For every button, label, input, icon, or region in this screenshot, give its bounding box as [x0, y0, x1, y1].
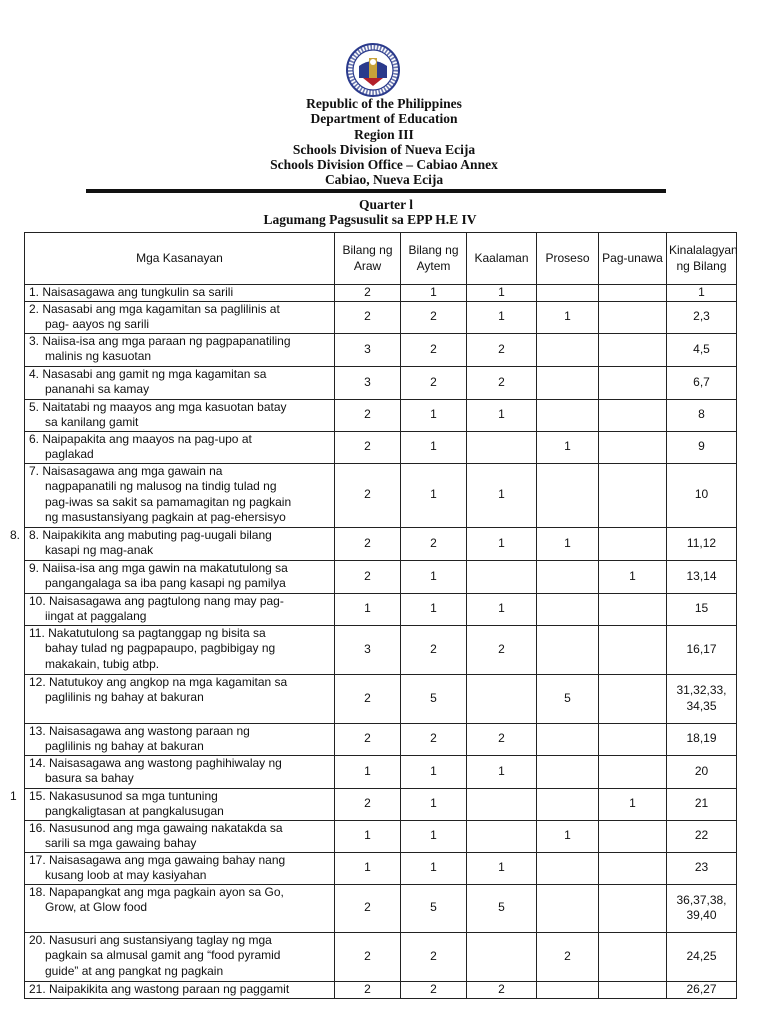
skill-text: 3. Naiisa-isa ang mga paraan ng pagpapanatiling: [29, 333, 291, 348]
proseso-cell: [537, 463, 599, 527]
pagunawa-cell: [599, 399, 667, 431]
skill-text: basura sa bahay: [45, 771, 134, 785]
table-row: [25, 932, 737, 981]
bilang-cell: 10: [667, 463, 737, 527]
kaalaman-cell: 1: [467, 399, 537, 431]
skill-text: 11. Nakatutulong sa pagtanggap ng bisita sa: [29, 625, 266, 640]
bilang-cell: 21: [667, 788, 737, 820]
araw-cell: 2: [335, 884, 401, 932]
table-row: [25, 674, 737, 723]
araw-cell: 2: [335, 932, 401, 981]
skill-text: bahay tulad ng pagpapaupo, pagbibigay ng: [45, 641, 276, 655]
table-row: [25, 463, 737, 527]
aytem-cell: 1: [401, 285, 467, 302]
aytem-cell: 2: [401, 625, 467, 674]
pagunawa-cell: [599, 463, 667, 527]
proseso-cell: [537, 285, 599, 302]
araw-cell: 2: [335, 674, 401, 723]
skill-cell: [25, 625, 335, 674]
kaalaman-cell: 2: [467, 333, 537, 366]
proseso-cell: 1: [537, 820, 599, 852]
araw-cell: 2: [335, 285, 401, 302]
aytem-cell: 2: [401, 301, 467, 333]
skill-text: makakain, tubig atbp.: [45, 656, 160, 671]
skill-text: nagpapanatili ng malusog na tindig tulad ng: [45, 479, 277, 493]
kaalaman-cell: 2: [467, 981, 537, 998]
kaalaman-cell: 5: [467, 884, 537, 932]
header-republic: Republic of the Philippines: [306, 96, 462, 111]
araw-cell: 2: [335, 301, 401, 333]
kaalaman-cell: 1: [467, 852, 537, 884]
araw-cell: 1: [335, 593, 401, 625]
araw-cell: 1: [335, 820, 401, 852]
skill-cell: [25, 755, 335, 788]
araw-cell: 2: [335, 431, 401, 463]
pagunawa-cell: [599, 285, 667, 302]
kaalaman-cell: 2: [467, 625, 537, 674]
letterhead: [0, 96, 768, 188]
header-divider: [86, 189, 666, 193]
skill-cell: [25, 884, 335, 932]
skill-cell: [25, 285, 335, 302]
skill-text: pag-iwas sa sakit sa pamamagitan ng pagkain: [45, 494, 292, 509]
araw-cell: 2: [335, 981, 401, 998]
pagunawa-cell: [599, 981, 667, 998]
bilang-cell: 1: [667, 285, 737, 302]
table-header-row: [25, 233, 737, 285]
bilang-cell: 2,3: [667, 301, 737, 333]
proseso-cell: [537, 625, 599, 674]
araw-cell: 1: [335, 755, 401, 788]
skill-text: kusang loob at may kasiyahan: [45, 868, 207, 882]
skill-text: 1. Naisasagawa ang tungkulin sa sarili: [29, 285, 234, 299]
bilang-cell: 24,25: [667, 932, 737, 981]
aytem-cell: 2: [401, 366, 467, 399]
skill-text: malinis ng kasuotan: [45, 349, 152, 363]
araw-cell: 2: [335, 723, 401, 755]
skill-text: 8. Naipakikita ang mabuting pag-uugali bilang: [29, 527, 272, 542]
proseso-cell: [537, 981, 599, 998]
bilang-cell: 26,27: [667, 981, 737, 998]
skill-text: 15. Nakasusunod sa mga tuntuning: [29, 788, 218, 803]
aytem-cell: 1: [401, 755, 467, 788]
aytem-cell: 1: [401, 820, 467, 852]
skill-text: paglilinis ng bahay at bakuran: [45, 690, 204, 704]
col-header-kasanayan: Mga Kasanayan: [25, 233, 335, 285]
araw-cell: 2: [335, 788, 401, 820]
proseso-cell: [537, 755, 599, 788]
deped-seal-icon: [333, 42, 413, 98]
table-of-specifications: [24, 232, 737, 999]
skill-cell: [25, 527, 335, 560]
bilang-cell: 11,12: [667, 527, 737, 560]
table-body: [25, 285, 737, 999]
araw-cell: 2: [335, 527, 401, 560]
araw-cell: 3: [335, 333, 401, 366]
araw-cell: 3: [335, 366, 401, 399]
header-region: Region III: [354, 126, 414, 142]
table-row: [25, 527, 737, 560]
aytem-cell: 2: [401, 981, 467, 998]
skill-text: 7. Naisasagawa ang mga gawain na: [29, 463, 223, 478]
proseso-cell: 1: [537, 301, 599, 333]
araw-cell: 2: [335, 463, 401, 527]
aytem-cell: 5: [401, 884, 467, 932]
skill-text: 16. Nasusunod ang mga gawaing nakatakda sa: [29, 820, 283, 835]
bilang-cell: 13,14: [667, 560, 737, 593]
aytem-cell: 2: [401, 333, 467, 366]
proseso-cell: [537, 884, 599, 932]
aytem-cell: 1: [401, 788, 467, 820]
skill-text: 13. Naisasagawa ang wastong paraan ng: [29, 723, 250, 738]
skill-text: pagkain sa almusal gamit ang “food pyramid: [45, 948, 281, 962]
skill-text: paglilinis ng bahay at bakuran: [45, 739, 204, 753]
table-row: [25, 884, 737, 932]
skill-cell: [25, 333, 335, 366]
document-title: [0, 197, 768, 227]
kaalaman-cell: 1: [467, 285, 537, 302]
table-row: [25, 593, 737, 625]
col-header-proseso: Proseso: [537, 233, 599, 285]
aytem-cell: 2: [401, 527, 467, 560]
aytem-cell: 1: [401, 399, 467, 431]
bilang-cell: 23: [667, 852, 737, 884]
skill-text: Grow, at Glow food: [45, 900, 148, 914]
skill-cell: [25, 981, 335, 998]
bilang-cell: 16,17: [667, 625, 737, 674]
pagunawa-cell: [599, 301, 667, 333]
proseso-cell: 1: [537, 527, 599, 560]
proseso-cell: 1: [537, 431, 599, 463]
bilang-cell: 9: [667, 431, 737, 463]
pagunawa-cell: [599, 674, 667, 723]
table-row: [25, 625, 737, 674]
bilang-cell: 36,37,38, 39,40: [667, 884, 737, 932]
col-header-aytem: Bilang ng Aytem: [401, 233, 467, 285]
skill-text: pangangalaga sa iba pang kasapi ng pamilya: [45, 576, 286, 590]
pagunawa-cell: 1: [599, 560, 667, 593]
skill-text: 20. Nasusuri ang sustansiyang taglay ng mga: [29, 932, 272, 947]
skill-cell: [25, 932, 335, 981]
proseso-cell: [537, 560, 599, 593]
skill-text: iingat at paggalang: [45, 609, 147, 623]
kaalaman-cell: [467, 788, 537, 820]
header-location: Cabiao, Nueva Ecija: [324, 172, 444, 188]
proseso-cell: [537, 333, 599, 366]
proseso-cell: [537, 593, 599, 625]
pagunawa-cell: [599, 820, 667, 852]
skill-cell: [25, 820, 335, 852]
skill-text: guide” at ang pangkat ng pagkain: [45, 963, 224, 978]
table-row: [25, 366, 737, 399]
skill-cell: [25, 788, 335, 820]
table-row: [25, 333, 737, 366]
kaalaman-cell: 1: [467, 755, 537, 788]
header-division: Schools Division of Nueva Ecija: [292, 141, 476, 157]
skill-text: pananahi sa kamay: [45, 382, 150, 396]
skill-text: 14. Naisasagawa ang wastong paghihiwalay ng: [29, 755, 282, 770]
pagunawa-cell: [599, 593, 667, 625]
proseso-cell: 5: [537, 674, 599, 723]
skill-text: sa kanilang gamit: [45, 415, 139, 429]
pagunawa-cell: [599, 431, 667, 463]
skill-text: paglakad: [45, 447, 94, 461]
quarter-title: Quarter l: [358, 197, 414, 212]
skill-text: ng masustansiyang pagkain at pag-ehersisyo: [45, 510, 286, 524]
pagunawa-cell: [599, 755, 667, 788]
skill-cell: [25, 593, 335, 625]
skill-cell: [25, 852, 335, 884]
skill-text: kasapi ng mag-anak: [45, 543, 154, 557]
table-row: [25, 301, 737, 333]
table-row: [25, 981, 737, 998]
kaalaman-cell: [467, 431, 537, 463]
proseso-cell: [537, 852, 599, 884]
bilang-cell: 22: [667, 820, 737, 852]
col-header-pagunawa: Pag-unawa: [599, 233, 667, 285]
kaalaman-cell: [467, 932, 537, 981]
aytem-cell: 1: [401, 852, 467, 884]
proseso-cell: [537, 366, 599, 399]
skill-text: 2. Nasasabi ang mga kagamitan sa paglilinis at: [29, 301, 280, 316]
araw-cell: 2: [335, 399, 401, 431]
skill-cell: [25, 560, 335, 593]
aytem-cell: 5: [401, 674, 467, 723]
skill-text: 21. Naipakikita ang wastong paraan ng paggamit: [29, 981, 290, 996]
kaalaman-cell: 1: [467, 593, 537, 625]
table-row: [25, 788, 737, 820]
kaalaman-cell: 1: [467, 463, 537, 527]
margin-annotation: 8.: [10, 528, 21, 542]
skill-text: 12. Natutukoy ang angkop na mga kagamitan sa: [29, 674, 288, 689]
aytem-cell: 1: [401, 560, 467, 593]
bilang-cell: 15: [667, 593, 737, 625]
skill-cell: [25, 366, 335, 399]
skill-cell: [25, 301, 335, 333]
bilang-cell: 8: [667, 399, 737, 431]
exam-title: Lagumang Pagsusulit sa EPP H.E IV: [263, 212, 477, 227]
bilang-cell: 18,19: [667, 723, 737, 755]
skill-cell: [25, 723, 335, 755]
header-office: Schools Division Office – Cabiao Annex: [270, 157, 498, 173]
skill-cell: [25, 674, 335, 723]
table-row: [25, 852, 737, 884]
table-row: [25, 285, 737, 302]
pagunawa-cell: 1: [599, 788, 667, 820]
pagunawa-cell: [599, 884, 667, 932]
proseso-cell: 2: [537, 932, 599, 981]
kaalaman-cell: 2: [467, 366, 537, 399]
skill-cell: [25, 399, 335, 431]
aytem-cell: 1: [401, 593, 467, 625]
skill-text: 18. Napapangkat ang mga pagkain ayon sa Go,: [29, 884, 284, 899]
table-row: [25, 820, 737, 852]
table-row: [25, 399, 737, 431]
pagunawa-cell: [599, 625, 667, 674]
aytem-cell: 2: [401, 723, 467, 755]
pagunawa-cell: [599, 932, 667, 981]
kaalaman-cell: 1: [467, 527, 537, 560]
skill-text: pangkaligtasan at pangkalusugan: [45, 804, 224, 818]
skill-text: pag- aayos ng sarili: [45, 317, 150, 331]
aytem-cell: 2: [401, 932, 467, 981]
skill-text: 4. Nasasabi ang gamit ng mga kagamitan sa: [29, 366, 267, 381]
pagunawa-cell: [599, 333, 667, 366]
kaalaman-cell: 2: [467, 723, 537, 755]
kaalaman-cell: [467, 820, 537, 852]
bilang-cell: 4,5: [667, 333, 737, 366]
skill-cell: [25, 431, 335, 463]
aytem-cell: 1: [401, 431, 467, 463]
pagunawa-cell: [599, 852, 667, 884]
col-header-araw: Bilang ng Araw: [335, 233, 401, 285]
pagunawa-cell: [599, 723, 667, 755]
proseso-cell: [537, 788, 599, 820]
header-department: Department of Education: [310, 111, 458, 127]
skill-cell: [25, 463, 335, 527]
skill-text: 6. Naipapakita ang maayos na pag-upo at: [29, 431, 252, 446]
skill-text: 5. Naitatabi ng maayos ang mga kasuotan batay: [29, 399, 287, 414]
table-row: [25, 723, 737, 755]
skill-text: sarili sa mga gawaing bahay: [45, 836, 197, 850]
kaalaman-cell: [467, 560, 537, 593]
margin-annotation: 1: [10, 789, 17, 803]
skill-text: 9. Naiisa-isa ang mga gawin na makatutulong sa: [29, 560, 288, 575]
kaalaman-cell: 1: [467, 301, 537, 333]
table-row: [25, 431, 737, 463]
araw-cell: 2: [335, 560, 401, 593]
pagunawa-cell: [599, 366, 667, 399]
araw-cell: 3: [335, 625, 401, 674]
skill-text: 17. Naisasagawa ang mga gawaing bahay nang: [29, 852, 286, 867]
araw-cell: 1: [335, 852, 401, 884]
bilang-cell: 6,7: [667, 366, 737, 399]
bilang-cell: 20: [667, 755, 737, 788]
proseso-cell: [537, 399, 599, 431]
kaalaman-cell: [467, 674, 537, 723]
bilang-cell: 31,32,33, 34,35: [667, 674, 737, 723]
aytem-cell: 1: [401, 463, 467, 527]
proseso-cell: [537, 723, 599, 755]
col-header-bilang: Kinalalagyan ng Bilang: [667, 233, 737, 285]
col-header-kaalaman: Kaalaman: [467, 233, 537, 285]
skill-text: 10. Naisasagawa ang pagtulong nang may pag-: [29, 593, 284, 608]
table-row: [25, 560, 737, 593]
table-row: [25, 755, 737, 788]
pagunawa-cell: [599, 527, 667, 560]
